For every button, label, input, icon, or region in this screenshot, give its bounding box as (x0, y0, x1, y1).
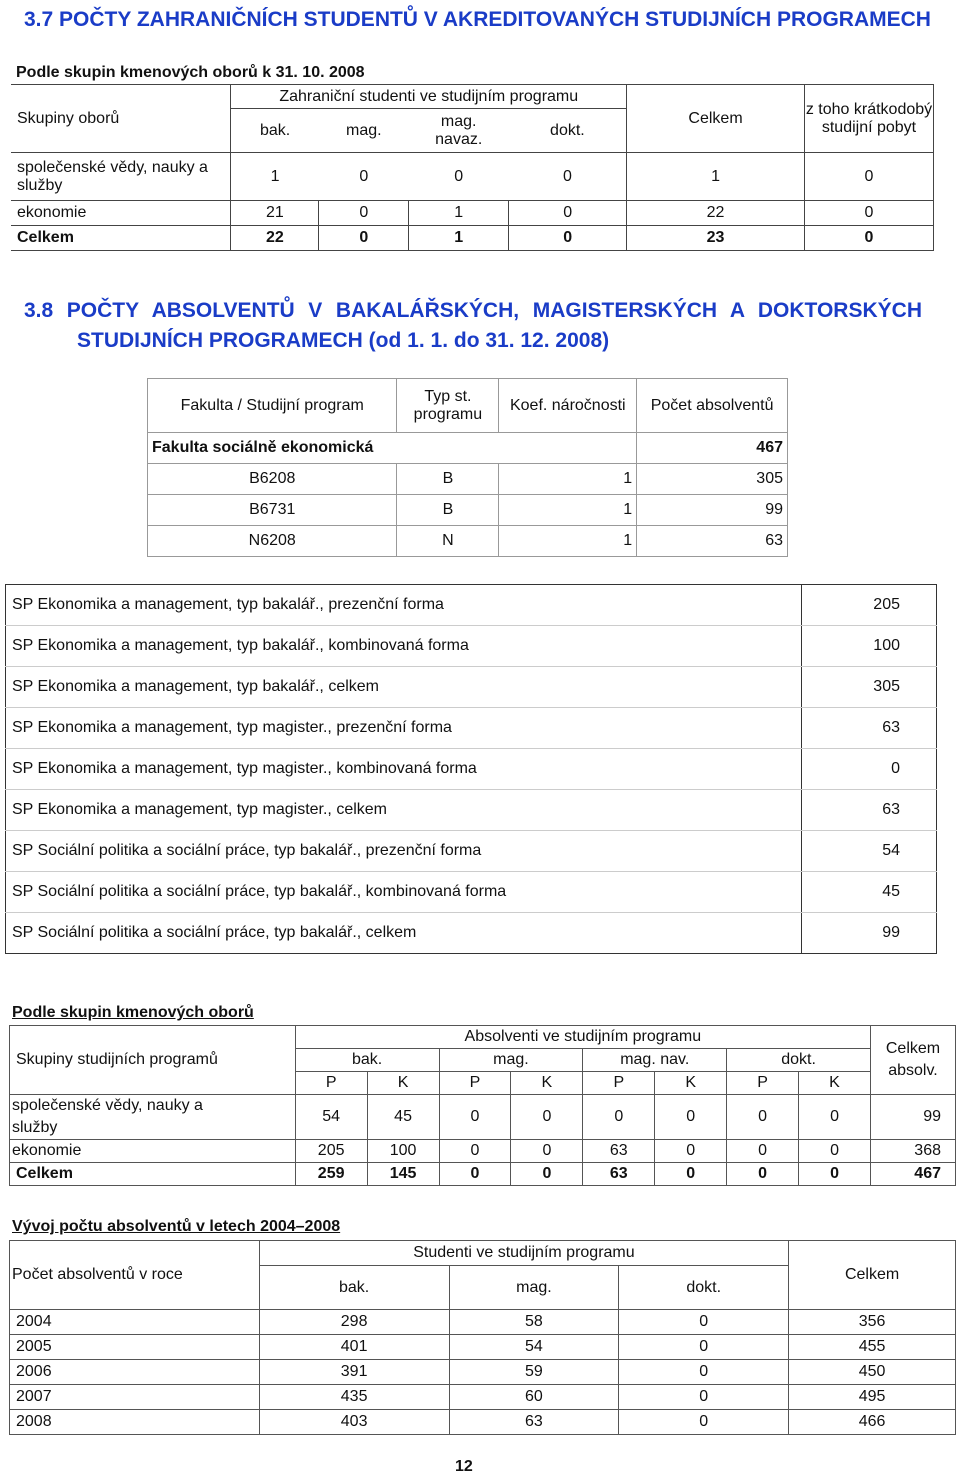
header-mag-navaz-line1: mag. (440, 112, 477, 130)
header-celkem-line1: Celkem (885, 1040, 941, 1057)
header-mag-nav: mag. nav. (583, 1049, 727, 1072)
sp-value: 305 (802, 667, 937, 708)
cell-mag: 63 (449, 1410, 619, 1435)
header-kratkodoby-line2: studijní pobyt (821, 118, 917, 136)
list-item (6, 831, 937, 872)
graduates-table (9, 1025, 956, 1186)
cell-celkem: 1 (627, 153, 805, 201)
cell-bak-k: 145 (367, 1163, 439, 1186)
cell-koef: 1 (499, 495, 637, 526)
table-row (10, 1410, 956, 1435)
study-programs-list (5, 584, 937, 954)
list-item (6, 626, 937, 667)
header-zahranicni-studenti: Zahraniční studenti ve studijním programu (231, 85, 627, 109)
header-kratkodoby-line1: z toho krátkodobý (805, 100, 933, 118)
cell-dokt-p: 0 (727, 1140, 799, 1163)
cell-bak: 298 (259, 1310, 449, 1335)
graduates-subtitle: Podle skupin kmenových oborů (12, 1004, 254, 1021)
sp-value: 45 (802, 872, 937, 913)
cell-mag: 59 (449, 1360, 619, 1385)
cell-celkem: 455 (789, 1335, 956, 1360)
sp-label: SP Sociální politika a sociální práce, typ bakalář., prezenční forma (6, 831, 802, 872)
header-celkem: Celkem (789, 1241, 956, 1310)
row-name: Celkem (10, 1163, 296, 1186)
cell-dokt: 0 (509, 201, 627, 226)
cell-short: 0 (804, 226, 933, 251)
cell-typ: B (397, 495, 499, 526)
cell-mag: 54 (449, 1335, 619, 1360)
sp-label: SP Ekonomika a management, typ bakalář., prezenční forma (6, 585, 802, 626)
cell-dokt-p: 0 (727, 1163, 799, 1186)
faculty-row (148, 433, 788, 464)
header-year: Počet absolventů v roce (10, 1241, 260, 1310)
cell-pocet: 63 (637, 526, 788, 557)
cell-short: 0 (804, 153, 933, 201)
cell-dokt: 0 (619, 1310, 789, 1335)
header-mag: mag. (439, 1049, 583, 1072)
cell-program: B6731 (148, 495, 397, 526)
cell-dokt: 0 (509, 153, 627, 201)
section-38-title-line2: STUDIJNÍCH PROGRAMECH (od 1. 1. do 31. 12. 2008) (77, 329, 610, 352)
page-number: 12 (455, 1458, 473, 1475)
cell-total: 368 (870, 1140, 955, 1163)
header-k: K (367, 1072, 439, 1095)
cell-year: 2007 (10, 1385, 260, 1410)
list-item (6, 667, 937, 708)
header-koef: Koef. náročnosti (499, 379, 637, 433)
table-row (10, 1095, 956, 1140)
sp-label: SP Ekonomika a management, typ bakalář., celkem (6, 667, 802, 708)
header-skupiny-oboru: Skupiny oborů (11, 85, 231, 153)
header-pocet: Počet absolventů (637, 379, 788, 433)
faculty-total: 467 (637, 433, 788, 464)
cell-koef: 1 (499, 464, 637, 495)
sp-value: 0 (802, 749, 937, 790)
table-row-total (11, 226, 934, 251)
cell-mag: 0 (319, 153, 409, 201)
table-row (10, 1310, 956, 1335)
cell-total: 467 (870, 1163, 955, 1186)
cell-magnav-p: 63 (583, 1163, 655, 1186)
cell-dokt: 0 (509, 226, 627, 251)
sp-label: SP Ekonomika a management, typ magister., kombinovaná forma (6, 749, 802, 790)
sp-value: 63 (802, 790, 937, 831)
header-mag: mag. (449, 1266, 619, 1310)
faculty-programs-table (147, 378, 788, 557)
cell-celkem: 22 (627, 201, 805, 226)
header-celkem: Celkem (627, 85, 805, 153)
table-row (10, 1140, 956, 1163)
header-mag: mag. (345, 121, 382, 139)
cell-dokt-k: 0 (799, 1140, 871, 1163)
cell-celkem: 466 (789, 1410, 956, 1435)
sp-label: SP Sociální politika a sociální práce, typ bakalář., celkem (12, 924, 417, 941)
header-k: K (655, 1072, 727, 1095)
cell-celkem: 450 (789, 1360, 956, 1385)
header-bak: bak. (259, 121, 291, 139)
cell-magnav: 1 (409, 226, 509, 251)
cell-magnav-p: 63 (583, 1140, 655, 1163)
cell-bak-k: 45 (367, 1095, 439, 1140)
cell-bak: 21 (231, 201, 319, 226)
header-mag-navaz (409, 109, 509, 153)
cell-dokt-k: 0 (799, 1163, 871, 1186)
cell-celkem: 356 (789, 1310, 956, 1335)
cell-mag-k: 0 (511, 1163, 583, 1186)
header-fakulta: Fakulta / Studijní program (148, 379, 397, 433)
row-name-line1: společenské vědy, nauky a (12, 1097, 203, 1114)
table-row (148, 495, 788, 526)
cell-dokt-p: 0 (727, 1095, 799, 1140)
sp-value: 205 (802, 585, 937, 626)
section-38-title (24, 299, 922, 353)
cell-total: 99 (870, 1095, 955, 1140)
cell-bak: 403 (259, 1410, 449, 1435)
sp-value: 100 (802, 626, 937, 667)
row-name (11, 153, 231, 201)
cell-bak: 1 (231, 153, 319, 201)
table-row (10, 1360, 956, 1385)
list-item (6, 708, 937, 749)
cell-bak-p: 259 (295, 1163, 367, 1186)
header-p: P (439, 1072, 511, 1095)
cell-dokt: 0 (619, 1410, 789, 1435)
cell-bak: 401 (259, 1335, 449, 1360)
header-celkem-line2: absolv. (888, 1062, 938, 1079)
sp-label: SP Ekonomika a management, typ magister., prezenční forma (6, 708, 802, 749)
header-typ-line1: Typ st. (424, 387, 472, 405)
cell-mag: 0 (319, 226, 409, 251)
cell-magnav: 0 (409, 153, 509, 201)
cell-mag-p: 0 (439, 1140, 511, 1163)
cell-bak-k: 100 (367, 1140, 439, 1163)
cell-year: 2005 (10, 1335, 260, 1360)
sp-value: 54 (802, 831, 937, 872)
cell-short: 0 (804, 201, 933, 226)
cell-celkem: 23 (627, 226, 805, 251)
cell-mag: 60 (449, 1385, 619, 1410)
header-k: K (511, 1072, 583, 1095)
header-celkem-absolv (870, 1026, 955, 1095)
header-kratkodoby (804, 85, 933, 153)
row-name-line2: služby (12, 1119, 58, 1136)
graduates-trend-table (9, 1240, 956, 1435)
cell-typ: N (397, 526, 499, 557)
cell-mag-p: 0 (439, 1095, 511, 1140)
table-row (148, 464, 788, 495)
header-absolventi: Absolventi ve studijním programu (295, 1026, 870, 1049)
cell-dokt: 0 (619, 1385, 789, 1410)
cell-dokt-k: 0 (799, 1095, 871, 1140)
table-row (11, 201, 934, 226)
header-p: P (727, 1072, 799, 1095)
foreign-students-table (11, 84, 934, 251)
section-37-title: 3.7 POČTY ZAHRANIČNÍCH STUDENTŮ V AKREDITOVANÝCH STUDIJNÍCH PROGRAMECH (24, 8, 931, 31)
header-p: P (295, 1072, 367, 1095)
cell-year: 2008 (10, 1410, 260, 1435)
cell-mag: 0 (319, 201, 409, 226)
cell-bak: 391 (259, 1360, 449, 1385)
cell-pocet: 99 (637, 495, 788, 526)
table-row (10, 1385, 956, 1410)
cell-dokt: 0 (619, 1335, 789, 1360)
cell-bak: 22 (231, 226, 319, 251)
cell-mag: 58 (449, 1310, 619, 1335)
cell-bak: 435 (259, 1385, 449, 1410)
header-typ-line2: programu (413, 405, 483, 423)
cell-year: 2004 (10, 1310, 260, 1335)
header-dokt: dokt. (727, 1049, 871, 1072)
sp-label: SP Ekonomika a management, typ magister., celkem (6, 790, 802, 831)
cell-magnav-k: 0 (655, 1163, 727, 1186)
cell-typ: B (397, 464, 499, 495)
section-38-title-line1: 3.8 POČTY ABSOLVENTŮ V BAKALÁŘSKÝCH, MAGISTERSKÝCH A DOKTORSKÝCH (24, 299, 922, 322)
table-row-total (10, 1163, 956, 1186)
list-item (6, 872, 937, 913)
table-row (10, 1335, 956, 1360)
header-dokt: dokt. (509, 109, 627, 153)
list-item (6, 749, 937, 790)
row-name: Celkem (11, 226, 231, 251)
cell-year: 2006 (10, 1360, 260, 1385)
row-name-line1: společenské vědy, nauky a (17, 158, 208, 176)
cell-magnav-p: 0 (583, 1095, 655, 1140)
row-name-line2: služby (17, 176, 63, 194)
cell-magnav: 1 (409, 201, 509, 226)
sp-label: SP Sociální politika a sociální práce, typ bakalář., kombinovaná forma (6, 872, 802, 913)
faculty-name: Fakulta sociálně ekonomická (148, 433, 637, 464)
cell-program: B6208 (148, 464, 397, 495)
header-bak: bak. (295, 1049, 439, 1072)
section-37-subtitle: Podle skupin kmenových oborů k 31. 10. 2008 (16, 64, 365, 81)
sp-value: 63 (802, 708, 937, 749)
table-row (148, 526, 788, 557)
list-item (6, 913, 937, 954)
cell-mag-k: 0 (511, 1095, 583, 1140)
trend-subtitle: Vývoj počtu absolventů v letech 2004–2008 (12, 1218, 341, 1235)
list-item (6, 585, 937, 626)
header-mag-navaz-line2: navaz. (435, 130, 483, 148)
header-skupiny-programu: Skupiny studijních programů (10, 1026, 296, 1095)
cell-pocet: 305 (637, 464, 788, 495)
header-studenti: Studenti ve studijním programu (259, 1241, 788, 1266)
sp-value: 99 (802, 913, 937, 954)
cell-bak-p: 54 (295, 1095, 367, 1140)
cell-bak-p: 205 (295, 1140, 367, 1163)
cell-dokt: 0 (619, 1360, 789, 1385)
header-p: P (583, 1072, 655, 1095)
row-name (10, 1095, 296, 1140)
header-dokt: dokt. (619, 1266, 789, 1310)
sp-label: SP Ekonomika a management, typ bakalář., kombinovaná forma (6, 626, 802, 667)
table-row (11, 153, 934, 201)
cell-mag-p: 0 (439, 1163, 511, 1186)
cell-magnav-k: 0 (655, 1095, 727, 1140)
list-item (6, 790, 937, 831)
cell-celkem: 495 (789, 1385, 956, 1410)
cell-program: N6208 (148, 526, 397, 557)
cell-mag-k: 0 (511, 1140, 583, 1163)
row-name: ekonomie (10, 1140, 296, 1163)
header-k: K (799, 1072, 871, 1095)
row-name: ekonomie (11, 201, 231, 226)
header-bak: bak. (259, 1266, 449, 1310)
header-typ (397, 379, 499, 433)
cell-magnav-k: 0 (655, 1140, 727, 1163)
cell-koef: 1 (499, 526, 637, 557)
